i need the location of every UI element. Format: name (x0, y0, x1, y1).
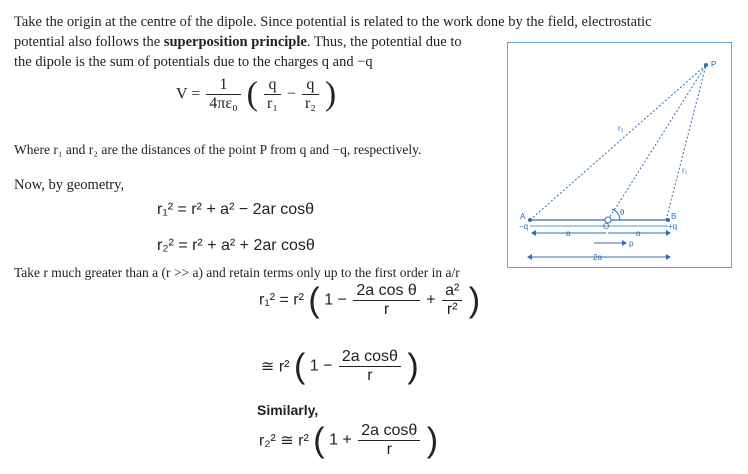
intro-line-1: Take the origin at the centre of the dipole. Since potential is related to the work done by the field, electrostatic (14, 14, 652, 30)
label-a-right: a (636, 229, 641, 238)
label-B: B (671, 212, 677, 221)
eq5-plus: + (342, 431, 352, 449)
superposition-principle-term: superposition principle (163, 34, 307, 50)
intro-line-3: the dipole is the sum of potentials due to the charges q and −q (14, 54, 373, 70)
eq5-left-paren: ( (313, 421, 325, 460)
dipole-figure (507, 42, 732, 268)
intro-line-2 (14, 32, 462, 52)
eq3-plus: + (426, 291, 436, 309)
label-theta: θ (620, 208, 625, 217)
charge-A (528, 218, 532, 222)
label-O: O (603, 222, 610, 231)
eq4-fraction (339, 348, 401, 385)
r2-squared-equation: r₂² = r² + a² + 2ar cosθ (157, 237, 315, 254)
eq5-fraction (358, 422, 420, 459)
point-P (704, 63, 708, 67)
label-a-left: a (566, 229, 571, 238)
r1-squared-approximation (261, 348, 419, 385)
label-minus-q: −q (519, 222, 529, 231)
label-2a: 2a (593, 253, 602, 262)
label-plus-q: +q (668, 222, 678, 231)
eq5-lhs: r₂² ≅ r² (259, 432, 309, 450)
potential-lhs: V = (176, 85, 201, 103)
eq3-fraction-1-num: 2a cos θ (353, 282, 419, 301)
right-paren: ) (324, 75, 337, 113)
p-arrowhead (622, 240, 627, 246)
eq3-fraction-1 (353, 282, 419, 319)
eq3-fraction-2-num: a² (442, 282, 462, 301)
eq3-fraction-2-den: r² (446, 301, 458, 318)
approximation-line: Take r much greater than a (r >> a) and retain terms only up to the first order in a/r (14, 265, 460, 280)
dipole-diagram (508, 43, 731, 267)
r1-squared-equation: r₁² = r² + a² − 2ar cosθ (157, 201, 315, 218)
twoa-arrowhead-left (527, 254, 532, 260)
eq4-fraction-num: 2a cosθ (339, 348, 401, 367)
q-over-r1-num: q (264, 76, 281, 95)
eq3-right-paren: ) (468, 281, 481, 320)
where-line: Where r₁ and r₂ are the distances of the point P from q and −q, respectively. (14, 142, 422, 157)
q-over-r2 (302, 76, 319, 113)
potential-equation (176, 76, 336, 113)
line-B-to-P (666, 65, 706, 220)
twoa-arrowhead-right (666, 254, 671, 260)
coefficient-denominator: 4πε₀ (209, 95, 238, 112)
eq4-right-paren: ) (407, 347, 419, 386)
label-r1: r₁ (682, 166, 688, 175)
eq4-lhs: ≅ r² (261, 358, 290, 376)
a-arrowhead-left (531, 230, 536, 236)
theta-arc (612, 209, 620, 220)
intro-line-2-text-c: . Thus, the potential due to (306, 34, 462, 50)
eq4-one: 1 (309, 357, 319, 375)
eq4-fraction-den: r (367, 367, 373, 384)
minus-sign: − (286, 85, 296, 103)
intro-line-2-text-a: potential also follows the (14, 34, 164, 50)
eq3-lhs: r₁² = r² (259, 291, 304, 309)
eq5-right-paren: ) (426, 421, 439, 460)
eq5-fraction-den: r (386, 441, 392, 458)
q-over-r1-den: r₁ (267, 95, 278, 112)
q-over-r2-den: r₂ (304, 95, 316, 112)
eq5-fraction-num: 2a cosθ (358, 422, 420, 441)
eq3-left-paren: ( (308, 281, 320, 320)
eq3-fraction-2 (442, 282, 462, 319)
eq5-one: 1 (329, 431, 338, 449)
eq3-one: 1 (324, 291, 334, 309)
line-O-to-P (608, 65, 706, 220)
left-paren: ( (246, 75, 258, 113)
label-p: p (629, 239, 634, 248)
coefficient-numerator: 1 (206, 76, 240, 95)
label-r2: r₂ (618, 124, 624, 133)
eq3-fraction-1-den: r (383, 301, 390, 318)
label-P: P (711, 60, 717, 69)
q-over-r1 (264, 76, 281, 113)
eq3-minus: − (337, 291, 347, 309)
label-A: A (520, 212, 526, 221)
r2-squared-approximation (259, 422, 438, 459)
geometry-line: Now, by geometry, (14, 177, 125, 193)
line-A-to-P (530, 65, 706, 220)
eq4-left-paren: ( (293, 347, 306, 386)
r1-squared-expansion (259, 282, 480, 319)
similarly-label: Similarly, (257, 402, 319, 418)
q-over-r2-num: q (302, 76, 319, 95)
eq4-minus: − (323, 357, 333, 375)
coefficient-fraction (206, 76, 240, 113)
